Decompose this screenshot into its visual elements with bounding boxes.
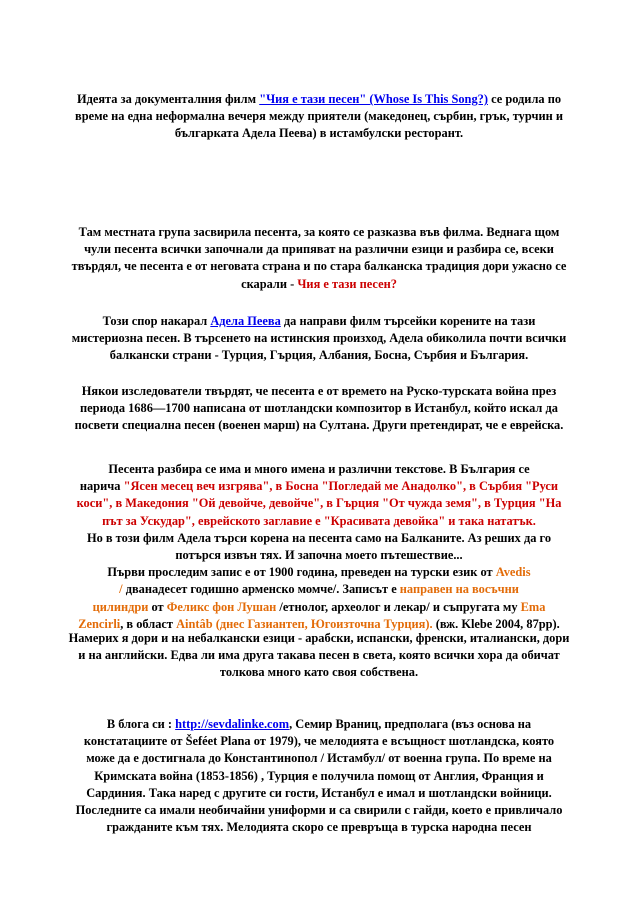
paragraph-film-idea: Идеята за документалния филм "Чия е тази песен" (Whose Is This Song?) се родила по време на една неформална вечеря между приятели (македонец, сърбин, грък, турчин и българката Адела Пеева) в истамбулски ресторант. bbox=[75, 92, 563, 141]
song-names-highlight: "Ясен месец веч изгрява", в Босна "Погледай ме Анадолко", в Сърбия "Руси bbox=[123, 479, 559, 494]
paragraph-adela-search: Този спор накарал Адела Пеева да направи филм търсейки корените на тази мистериозна песен. В търсенето на истинския произход, Адела обиколила почти всички балкански страни - Турция, Гърция, Албания, Босна, Сърбия и България. bbox=[71, 314, 567, 363]
paragraph-researchers: Някои изследователи твърдят, че песента е от времето на Руско-турската война през периода 1686—1700 написана от шотландски композитор в Истанбул, който искал да посвети специална песен (военен марш) на Султана. Други претендират, че е еврейска. bbox=[74, 384, 564, 433]
adela-peeva-link[interactable]: Адела Пеева bbox=[210, 314, 281, 328]
film-title-link[interactable]: "Чия е тази песен" (Whose Is This Song?) bbox=[259, 92, 488, 106]
aintab-highlight: Aintâb (днес Газиантеп, Югоизточна Турция). bbox=[176, 616, 433, 631]
paragraph-local-band: Там местната група засвирила песента, за която се разказва във филма. Веднага щом чули песента всички започнали да припяват на различни езици и разбира се, всеки твърдял, че песента е от неговата страна и по стара балканска традиция дори ужасно се скарали - Чия е тази песен? bbox=[71, 225, 567, 291]
avedis-highlight: Avedis bbox=[495, 565, 531, 580]
paragraph-blog: В блога си : http://sevdalinke.com, Семир Враниц, предполага (въз основа на констатациите от Šeféet Plana от 1979), че мелодията е всъщност шотландска, която може да е достигнала до Константинопол / Истамбул/ от военна група. По време на Кримската война (1853-1856) , Турция е получила помощ от Англия, Франция и Сардиния. Така наред с другите си гости, Истанбул е имал и шотландски войници. Последните са имали необичайни униформи и са свирили с гайди, което е привличало гражданите към тях. Мелодията скоро се превръща в турска народна песен bbox=[75, 717, 563, 835]
wax-cylinders-highlight: направен на восъчни bbox=[399, 582, 519, 597]
paragraph-song-names: Песента разбира се има и много имена и различни текстове. В България се нарича "Ясен месец веч изгрява", в Босна "Погледай ме Анадолко", в Сърбия "Руси коси", в Македония "Ой девойче, девойче", в Гърция "От чужда земя", в Турция "На път за Ускудар", еврейското заглавие е "Красивата девойка" и така нататък. Но в този филм Адела търси корена на песента само на Балканите. Аз реших да го потърся извън тях. И започна моето пътешествие... Първи проследим запис е от 1900 година, преведен на турски език от Avedis / дванадесет годишно арменско момче/. Записът е направен на восъчни цилиндри от Феликс фон Лушан /етнолог, археолог и лекар/ и съпругата му Ema Zencirli, в област Aintâb (днес Газиантеп, Югоизточна Турция). (вж. Klebe 2004, 87pp). bbox=[76, 462, 562, 631]
song-question-highlight: Чия е тази песен? bbox=[297, 276, 397, 291]
paragraph-other-languages: Намерих я дори и на небалкански езици - арабски, испански, френски, италиански, дори и на английски. Едва ли има друга такава песен в света, която всички хора да обичат толкова много като своя собствена. bbox=[68, 631, 570, 680]
sevdalinke-link[interactable]: http://sevdalinke.com bbox=[175, 717, 290, 731]
luschan-highlight: Феликс фон Лушан bbox=[166, 599, 277, 614]
